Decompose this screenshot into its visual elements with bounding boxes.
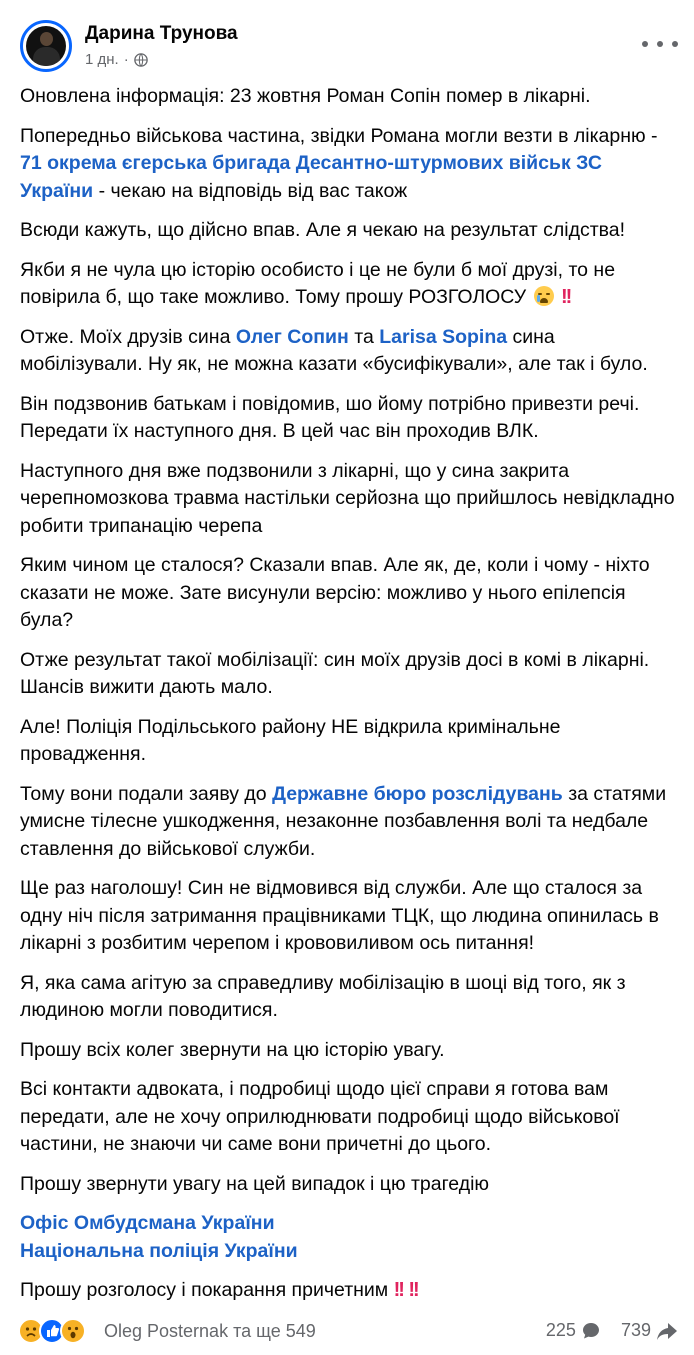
paragraph: Тому вони подали заяву до Державне бюро розслідувань за статями умисне тілесне ушкодження, незаконне позбавлення волі та недбале ставлення до військової служби. [20,782,667,860]
comment-icon [581,1321,601,1341]
paragraph: Я, яка сама агітую за справедливу мобілізацію в шоці від того, як з людиною могли поводитися. [20,971,626,1021]
paragraph: Отже результат такої мобілізації: син моїх друзів досі в комі в лікарні. Шансів вижити дають мало. [20,648,650,698]
paragraph: Прошу розголосу і покарання причетним !! !! [20,1279,418,1301]
double-exclamation-emoji: !! [393,1279,403,1301]
paragraph: Попередньо військова частина, звідки Романа могли везти в лікарню - 71 окрема єгерська бригада Десантно-штурмових військ ЗС України - чекаю на відповідь від вас також [20,124,658,202]
paragraph: Прошу звернути увагу на цей випадок і цю трагедію [20,1172,490,1195]
reactors-summary[interactable]: Oleg Posternak та ще 549 [104,1321,316,1341]
globe-icon [134,53,148,67]
paragraph: Якби я не чула цю історію особисто і це не були б мої друзі, то не повірила б, що таке можливо. Тому прошу РОЗГОЛОСУ !! [20,258,616,308]
paragraph: Він подзвонив батькам і повідомив, шо йому потрібно привезти речі. Передати їх наступного дня. В цей час він проходив ВЛК. [20,392,640,442]
comments-count[interactable]: 225 [546,1320,601,1341]
paragraph: Ще раз наголошу! Син не відмовився від служби. Але що сталося за одну ніч після затримання працівниками ТЦК, що людина опинилась в лікарні з розбитим черепом і крововиливом ось питання! [20,877,659,954]
paragraph: Всі контакти адвоката, і подробиці щодо цієї справи я готова вам передати, але не хочу оприлюднювати подробиці щодо військової частини, не знаючи чи саме вони причетні до цього. [20,1078,620,1155]
link-oleg-sopyn[interactable]: Олег Сопин [235,325,349,348]
wow-reaction-icon [60,1318,86,1344]
avatar-photo [26,26,66,66]
paragraph [20,1210,680,1265]
double-exclamation-emoji: !! [560,286,571,308]
double-exclamation-emoji: !! [408,1279,418,1301]
shares-count[interactable]: 739 [621,1320,678,1341]
link-dbr[interactable]: Державне бюро розслідувань [272,782,563,805]
paragraph: Але! Поліція Подільського району НЕ відкрила кримінальне провадження. [20,715,561,765]
link-brigade[interactable]: 71 окрема єгерська бригада Десантно-штурмових військ ЗС України [20,152,602,202]
paragraph: Оновлена інформація: 23 жовтня Роман Сопін помер в лікарні. [20,85,591,107]
share-icon [656,1321,678,1341]
link-ombudsman[interactable]: Офіс Омбудсмана України [20,1212,275,1234]
post-footer [18,1318,678,1348]
paragraph: Наступного дня вже подзвонили з лікарні, що у сина закрита черепномозкова травма настільки серйозна що прийшлось невідкладно робити трипанацію черепа [20,459,675,537]
author-name[interactable]: Дарина Трунова [85,23,238,44]
link-larisa-sopina[interactable]: Larisa Sopina [379,325,508,348]
avatar[interactable] [20,20,72,72]
paragraph: Всюди кажуть, що дійсно впав. Але я чекаю на результат слідства! [20,219,626,241]
paragraph: Отже. Моїх друзів сина Олег Сопин та Larisa Sopina сина мобілізували. Ну як, не можна казати «бусифікували», але так і було. [20,325,648,375]
post-header [20,20,680,76]
crying-face-emoji [534,286,554,306]
link-national-police[interactable]: Національна поліція України [20,1239,298,1262]
more-icon[interactable] [642,34,678,54]
post-stats [526,1320,678,1341]
paragraph: Яким чином це сталося? Сказали впав. Але як, де, коли і чому - ніхто сказати не може. Зате висунули версію: можливо у нього епілепсія була? [20,554,650,631]
paragraph: Прошу всіх колег звернути на цю історію увагу. [20,1038,445,1061]
post-body [20,83,680,1317]
post-meta: 1 дн. · [85,51,148,68]
reaction-icons[interactable] [18,1318,81,1344]
post-time[interactable]: 1 дн. [85,51,119,68]
